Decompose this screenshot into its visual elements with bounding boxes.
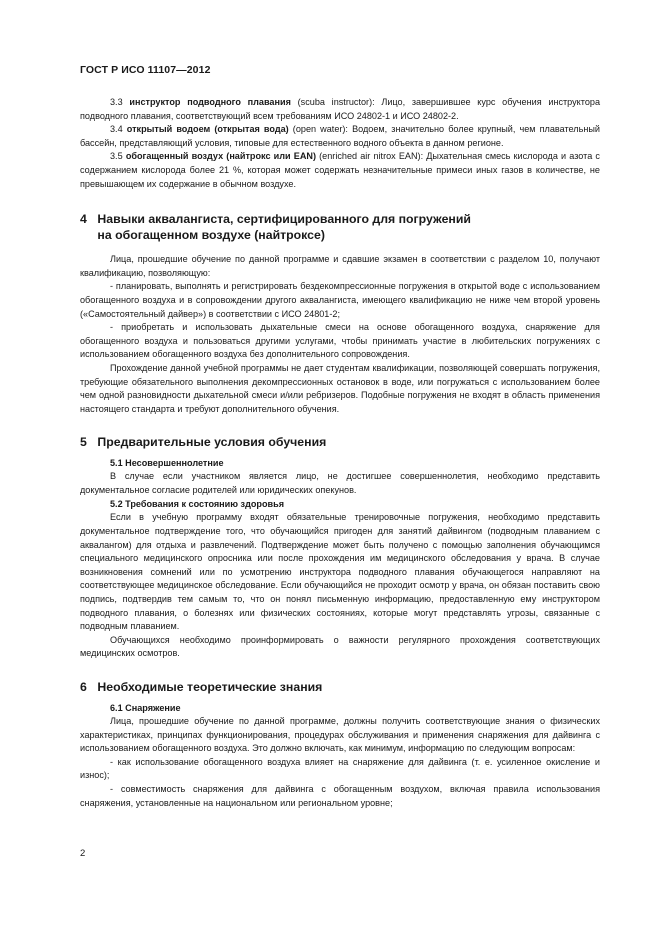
document-body bbox=[80, 96, 600, 810]
subsection-6-1-bullet: - как использование обогащенного воздуха влияет на снаряжение для дайвинга (т. е. усиленное окисление и износ); bbox=[80, 756, 600, 781]
section-4-bullet: - приобретать и использовать дыхательные смеси на основе обогащенного воздуха, снаряжение для обогащенного воздуха и пользоваться другими услугами, чтобы принимать участие в любительских погружениях с использованием обогащенного воздуха без дополнительного сопровождения. bbox=[80, 322, 600, 360]
subsection-5-2-heading: 5.2 Требования к состоянию здоровья bbox=[110, 499, 285, 510]
document-header: ГОСТ Р ИСО 11107—2012 bbox=[80, 64, 211, 76]
definition-term: обогащенный воздух (найтрокс или EAN) bbox=[125, 151, 316, 162]
subsection-6-1-heading: 6.1 Снаряжение bbox=[110, 703, 181, 713]
page-number: 2 bbox=[80, 848, 86, 859]
definition-term: открытый водоем (открытая вода) bbox=[126, 124, 289, 135]
section-4-bullet: - планировать, выполнять и регистрировать бездекомпрессионные погружения в открытой воде с использованием обогащенного воздуха и в сопровождении другого аквалангиста, имеющего квалификацию не ниже чем второй уровень («Самостоятельный дайвер») в соответствии с ИСО 24801-2; bbox=[80, 281, 600, 319]
subsection-5-2-paragraph: Если в учебную программу входят обязательные тренировочные погружения, необходимо представить документальное подтверждение того, что обучающийся пригоден для занятий дайвингом (подводным плаванием с аквалангом) для отдыха и развлечений. Подтверждение может быть получено с помощью заполнения обучающимся специального медицинского опросника или после прохождения им медицинского обследования у врача. В случае возникновения сомнений или по усмотрению инструктора подводного плавания обучающегося направляют на соответствующее медицинское обследование. Если обучающийся не проходит осмотр у врача, он обязан поставить свою подпись, подтвердив тем самым то, что он понял письменную информацию, предоставленную ему инструктором подводного плавания, о болезнях или физических состояниях, которые могут представлять угрозы, связанные с подводным плаванием. bbox=[80, 512, 600, 632]
section-4-paragraph: Прохождение данной учебной программы не дает студентам квалификации, позволяющей совершать погружения, требующие обязательного выполнения декомпрессионных остановок в воде, или погружаться с использованием более чем одной разновидности дыхательной смеси и/или ребризеров. Подобные погружения не входят в область применения настоящего стандарта и требуют дополнительного обучения. bbox=[80, 362, 600, 414]
section-6-heading: 6 Необходимые теоретические знания bbox=[80, 680, 323, 694]
subsection-6-1-bullet: - совместимость снаряжения для дайвинга с обогащенным воздухом, включая правила использования снаряжения, установленные на национальном или региональном уровне; bbox=[80, 783, 600, 808]
section-4-heading: 4 Навыки аквалангиста, сертифицированного для погружений на обогащенном воздухе (найтроксе) bbox=[80, 212, 471, 243]
section-5-heading: 5 Предварительные условия обучения bbox=[80, 435, 327, 450]
section-4-intro: Лица, прошедшие обучение по данной программе и сдавшие экзамен в соответствии с разделом 10, получают квалификацию, позволяющую: bbox=[80, 254, 600, 278]
subsection-5-1-heading: 5.1 Несовершеннолетние bbox=[110, 458, 224, 469]
definition-term: инструктор подводного плавания bbox=[129, 97, 291, 107]
definition-3-5: 3.5 обогащенный воздух (найтрокс или EAN) (enriched air nitrox EAN): Дыхательная смесь кислорода и азота с содержанием кислорода более 21 %, которая может содержать незначительные примеси иных газов в количестве, не превышающем их содержание в обычном воздухе. bbox=[80, 151, 600, 189]
subsection-6-1-paragraph: Лица, прошедшие обучение по данной программе, должны получить соответствующие знания о физических характеристиках, принципах функционирования, процедурах обслуживания и применения снаряжения для дайвинга с использованием обогащенного воздуха. Это должно включать, как минимум, информацию по следующим вопросам: bbox=[80, 716, 600, 754]
subsection-5-2-paragraph: Обучающихся необходимо проинформировать о важности регулярного прохождения соответствующих медицинских осмотров. bbox=[80, 634, 600, 659]
definition-3-4: 3.4 открытый водоем (открытая вода) (open water): Водоем, значительно более крупный, чем плавательный бассейн, представляющий условия, типовые для естественного водного объекта в данном регионе. bbox=[80, 124, 600, 148]
subsection-5-1-text: В случае если участником является лицо, не достигшее совершеннолетия, необходимо представить документальное согласие родителей или юридических опекунов. bbox=[80, 471, 600, 495]
definition-3-3: 3.3 инструктор подводного плавания (scuba instructor): Лицо, завершившее курс обучения инструктора подводного плавания, соответствующий всем требованиям ИСО 24802-1 и ИСО 24802-2. bbox=[80, 97, 600, 121]
